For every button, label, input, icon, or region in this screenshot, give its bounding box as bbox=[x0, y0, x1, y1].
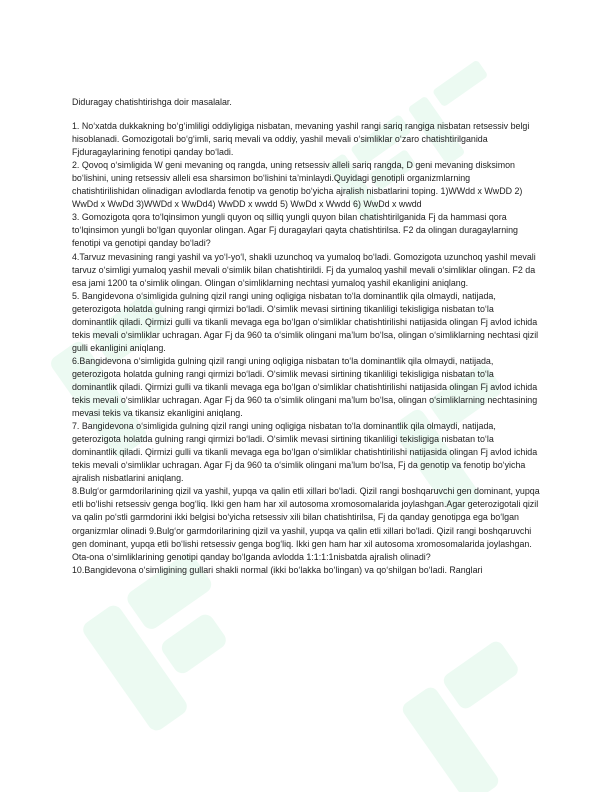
paragraph-1: 1. No‘xatda dukkakning bo‘g‘imliligi oddiyligiga nisbatan, mevaning yashil rangi sariq rangiga nisbatan retsessiv belgi hisoblanadi. Gomozigotali bo‘g‘imli, sariq mevali va oddiy, yashil mevali o‘simliklar o‘zaro chatishtirilganida Fjduragaylarining fenotipi qanday bo‘ladi. bbox=[72, 121, 530, 158]
paragraph-8: 8.Bulg‘or garmdorilarining qizil va yashil, yupqa va qalin etli xillari bo‘ladi. Qizil rangi boshqaruvchi gen dominant, yupqa etli bo‘lishi retsessiv genga bog‘liq. Ikki gen ham har xil autosoma xromosomalarida joylashgan.Agar geterozigotali qizil va qalin po‘stli garmdorini ikki belgisi bo‘yicha retsessiv xili bilan chatishtirilsa, Fj da qanday genotipga ega bo‘lgan organizmlar olinadi 9.Bulg‘or garmdorilarining qizil va yashil, yupqa va qalin etli xillari bo‘ladi. Qizil rangi boshqaruvchi gen dominant, yupqa etli bo‘lishi retsessiv genga bog‘liq. Ikki gen ham har xil autosoma xromosomalarida joylashgan. Ota-ona o‘simliklarining genotipi qanday bo‘lganda avlodda 1:1:1:1nisbatda ajralish olinadi? bbox=[72, 486, 540, 562]
paragraph-7: 7. Bangidevona o‘simligida gulning qizil rangi uning oqligiga nisbatan to‘la dominantlik qila olmaydi, natijada, geterozigota holatda gulning rangi qirmizi bo‘ladi. O‘simlik mevasi sirtining tikanliligi tekisligiga nisbatan to‘la dominantlik qiladi. Qirmizi gulli va tikanli mevaga ega bo‘lgan o‘simliklar chatishtirilishi natijasida olingan Fj avlod ichida tekis mevali o‘simliklar uchragan. Agar Fj da 960 ta o‘simlik olingani ma’lum bo‘lsa, Fj da genotip va fenotip bo‘yicha ajralish nisbatlarini aniqlang. bbox=[72, 421, 538, 484]
paragraph-6: 6.Bangidevona o‘simligida gulning qizil rangi uning oqligiga nisbatan to‘la dominantlik qila olmaydi, natijada, geterozigota holatda gulning rangi qirmizi bo‘ladi. O‘simlik mevasi sirtining tikanliligi tekisligiga nisbatan to‘la dominantlik qiladi. Qirmizi gulli va tikanli mevaga ega bo‘lgan o‘simliklar chatishtirilishi natijasida olingan Fj avlod ichida tekis mevali o‘simliklar uchragan. Agar Fj da 960 ta o‘simlik olingani ma’lum bo‘lsa, olingan o‘simliklarning nechtasining mevasi tekis va tikansiz ekanligini aniqlang. bbox=[72, 355, 538, 419]
paragraph-3: 3. Gomozigota qora to‘lqinsimon yungli quyon oq silliq yungli quyon bilan chatishtirilganida Fj da hammasi qora to‘lqinsimon yungli bo‘lgan quyonlar olingan. Agar Fj duragaylari qayta chatishtirilsa. F2 da olingan duragaylarning fenotipi va genotipi qanday bo‘ladi? bbox=[72, 212, 518, 249]
paragraph-5: 5. Bangidevona o‘simligida gulning qizil rangi uning oqligiga nisbatan to‘la dominantlik qila olmaydi, natijada, geterozigota holatda gulning rangi qirmizi bo‘ladi. O‘simlik mevasi sirtining tikanliligi tekisligiga nisbatan to‘la dominantlik qiladi. Qirmizi gulli va tikanli mevaga ega bo‘lgan o‘simliklar chatishtirilishi natijasida olingan Fj avlod ichida tekis mevali o‘simliklar uchragan. Agar Fj da 960 ta o‘simlik olingani ma’lum bo‘lsa, olingan o‘simliklarning nechtasi qizil gulli ekanligini aniqlang. bbox=[72, 290, 539, 353]
paragraph-2: 2. Qovoq o‘simligida W geni mevaning oq rangda, uning retsessiv alleli sariq rangda, D geni mevaning disksimon bo‘lishini, uning retsessiv alleli esa sharsimon bo‘lishini ta’minlaydi.Quyidagi genotipli organizmlarning chatishtirilishidan olinadigan avlodlarda fenotip va genotip bo‘yicha ajralish nisbatlarini toping. 1)WWdd x WwDD 2) WwDd x WwDd 3)WWDd x WwDd4) WwDD x wwdd 5) WwDd x Wwdd 6) WwDd x wwdd bbox=[72, 160, 523, 210]
document-title: Diduragay chatishtirishga doir masalalar. bbox=[72, 97, 232, 107]
paragraph-4: 4.Tarvuz mevasining rangi yashil va yo‘l-yo‘l, shakli uzunchoq va yumaloq bo‘ladi. Gomozigota uzunchoq yashil mevali tarvuz o‘simligi yumaloq yashil mevali o‘simlik bilan chatishtirildi. Fj da yumaloq yashil mevali o‘simliklar olingan. F2 da esa jami 1200 ta o‘simlik olingan. Olingan o‘simliklarning nechtasi yumaloq yashil ekanligini aniqlang. bbox=[72, 251, 536, 288]
paragraph-10: 10.Bangidevona o‘simligining gullari shakli normal (ikki bo‘lakka bo‘lingan) va qo‘shilgan bo‘ladi. Ranglari bbox=[72, 564, 483, 575]
document-content bbox=[72, 96, 540, 577]
